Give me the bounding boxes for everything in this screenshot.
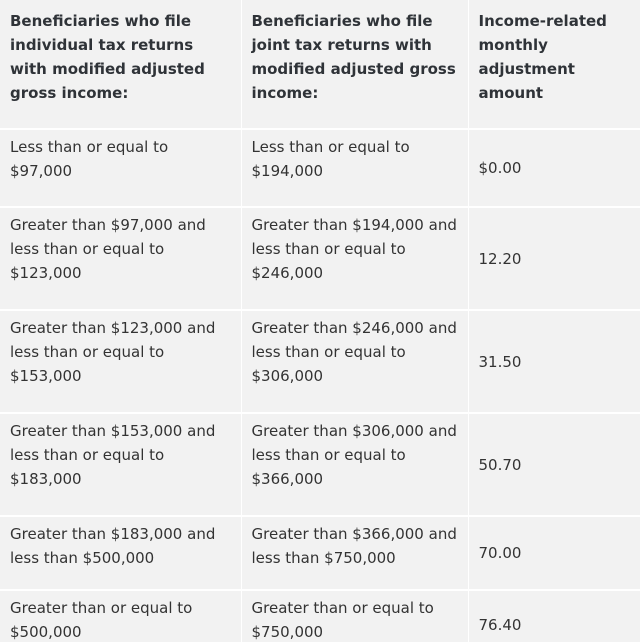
adjustment-amount-cell: 70.00 [468, 516, 640, 590]
table-header [0, 0, 640, 129]
joint-income-cell: Greater than $246,000 and less than or equal to $306,000 [241, 310, 468, 413]
adjustment-amount-cell: 76.40 [468, 590, 640, 642]
header-joint: Beneficiaries who file joint tax returns with modified adjusted gross income: [241, 0, 468, 129]
table-row [0, 207, 640, 310]
individual-income-cell: Greater than or equal to $500,000 [0, 590, 241, 642]
table-row [0, 413, 640, 516]
joint-income-cell: Greater than $366,000 and less than $750,000 [241, 516, 468, 590]
adjustment-amount-cell: 12.20 [468, 207, 640, 310]
header-row [0, 0, 640, 129]
individual-income-cell: Greater than $123,000 and less than or equal to $153,000 [0, 310, 241, 413]
individual-income-cell: Greater than $97,000 and less than or equal to $123,000 [0, 207, 241, 310]
table-row [0, 310, 640, 413]
table-row [0, 129, 640, 207]
joint-income-cell: Less than or equal to $194,000 [241, 129, 468, 207]
adjustment-amount-cell: $0.00 [468, 129, 640, 207]
individual-income-cell: Greater than $183,000 and less than $500,000 [0, 516, 241, 590]
joint-income-cell: Greater than $306,000 and less than or equal to $366,000 [241, 413, 468, 516]
individual-income-cell: Greater than $153,000 and less than or equal to $183,000 [0, 413, 241, 516]
adjustment-amount-cell: 31.50 [468, 310, 640, 413]
header-individual: Beneficiaries who file individual tax returns with modified adjusted gross income: [0, 0, 241, 129]
table-row [0, 590, 640, 642]
individual-income-cell: Less than or equal to $97,000 [0, 129, 241, 207]
table-body [0, 129, 640, 642]
adjustment-amount-cell: 50.70 [468, 413, 640, 516]
header-amount: Income-related monthly adjustment amount [468, 0, 640, 129]
table-row [0, 516, 640, 590]
joint-income-cell: Greater than $194,000 and less than or equal to $246,000 [241, 207, 468, 310]
joint-income-cell: Greater than or equal to $750,000 [241, 590, 468, 642]
